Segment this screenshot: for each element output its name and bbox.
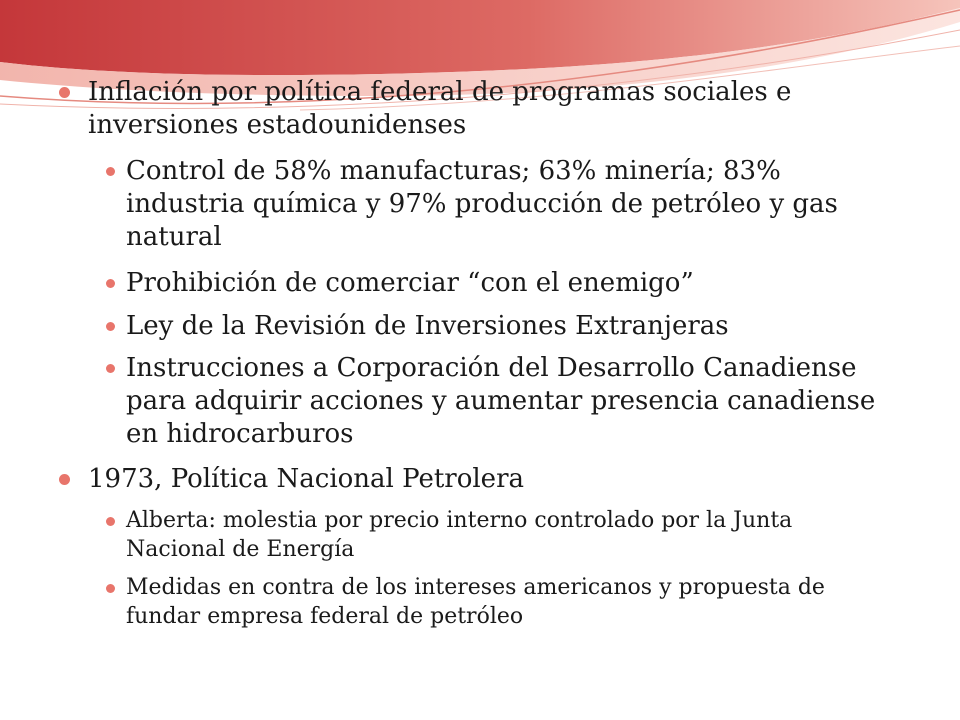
bullet-dot: [106, 517, 115, 526]
bullet-text-line: Control de 58% manufacturas; 63% minería; 83%: [126, 156, 781, 186]
bullet-dot: [59, 87, 70, 98]
bullet-text-line: natural: [126, 222, 222, 252]
bullet-text-line: Inflación por política federal de programas sociales e: [88, 77, 792, 107]
bullet-text-line: para adquirir acciones y aumentar presencia canadiense: [126, 386, 876, 416]
bullet-text-line: en hidrocarburos: [126, 419, 354, 449]
bullet-dot: [59, 474, 70, 485]
bullet-text-line: industria química y 97% producción de petróleo y gas: [126, 189, 838, 219]
bullet-text-line: 1973, Política Nacional Petrolera: [88, 464, 524, 494]
bullet-text-line: Alberta: molestia por precio interno controlado por la Junta: [126, 508, 793, 533]
bullet-text-line: Nacional de Energía: [126, 537, 355, 562]
bullet-text-line: inversiones estadounidenses: [88, 110, 467, 140]
bullet-text-line: Ley de la Revisión de Inversiones Extranjeras: [126, 311, 729, 341]
bullet-text-line: fundar empresa federal de petróleo: [126, 604, 524, 629]
bullet-dot: [106, 279, 115, 288]
bullet-dot: [106, 167, 115, 176]
bullet-text-line: Instrucciones a Corporación del Desarrollo Canadiense: [126, 353, 857, 383]
bullet-text-line: Prohibición de comerciar “con el enemigo”: [126, 268, 694, 298]
bullet-dot: [106, 364, 115, 373]
bullet-text-line: Medidas en contra de los intereses americanos y propuesta de: [126, 575, 825, 600]
bullet-dot: [106, 322, 115, 331]
bullet-dot: [106, 584, 115, 593]
